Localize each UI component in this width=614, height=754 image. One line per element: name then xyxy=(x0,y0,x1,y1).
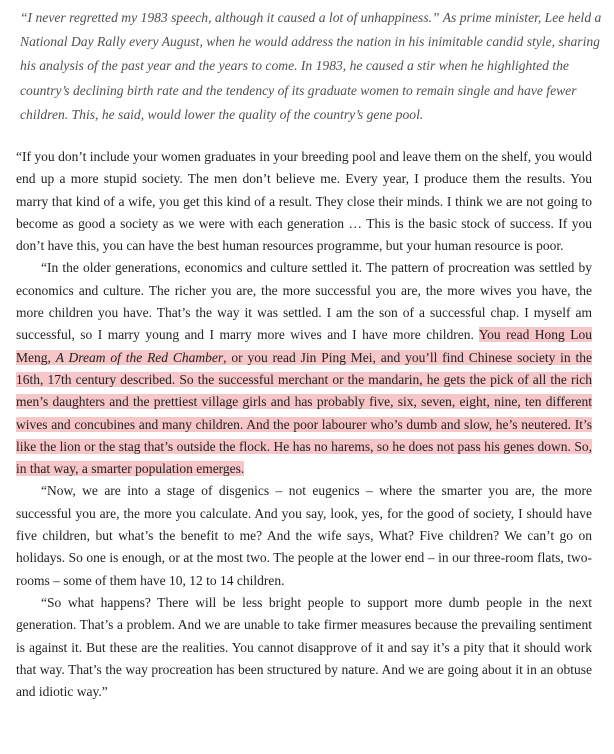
highlight-part-a: You read Hong Lou Meng, xyxy=(16,327,592,365)
paragraph-3: “Now, we are into a stage of disgenics – not eugenics – where the smarter you are, the more successful you are, the more you calculate. And you say, look, yes, for the good of society, I should have five children, but what’s the benefit to me? And the wife says, What? Five children? We can’t go on holidays. So one is enough, or at the most two. The people at the lower end – in our three-room flats, two-rooms – some of them have 10, 12 to 14 children. xyxy=(16,483,592,588)
intro-blurb: “I never regretted my 1983 speech, although it caused a lot of unhappiness.” As prime minister, Lee held a National Day Rally every August, when he would address the nation in his inimitable candid style, sharing his analysis of the past year and the years to come. In 1983, he caused a stir when he highlighted the country’s declining birth rate and the tendency of its graduate women to remain single and have fewer children. This, he said, would lower the quality of the country’s gene pool. xyxy=(20,10,602,122)
speech-text xyxy=(16,146,592,703)
paragraph-2 xyxy=(16,257,592,480)
highlight-part-b: , or you read Jin Ping Mei, and you’ll find Chinese society in the 16th, 17th century described. So the successful merchant or the mandarin, he gets the pick of all the rich men’s daughters and the prettiest village girls and has probably five, six, seven, eight, nine, ten different wives and concubines and many children. And the poor labourer who’s dumb and slow, he’s neutered. It’s like the lion or the stag that’s outside the flock. He has no harems, so he does not pass his genes down. So, in that way, a smarter population emerges. xyxy=(16,349,592,477)
book-title: A Dream of the Red Chamber xyxy=(55,349,224,365)
paragraph-1: “If you don’t include your women graduates in your breeding pool and leave them on the shelf, you would end up a more stupid society. The men don’t believe me. Every year, I produce them the results. You marry that kind of a wife, you get this kind of a result. They close their minds. I think we are not going to become as good a society as we were with each generation … This is the basic stock of success. If you don’t have this, you can have the best human resources programme, but your human resource is poor. xyxy=(16,149,592,254)
paragraph-4: “So what happens? There will be less bright people to support more dumb people in the next generation. That’s a problem. And we are unable to take firmer measures because the prevailing sentiment is against it. But these are the realities. You cannot disapprove of it and say it’s a pity that it should work that way. That’s the way procreation has been structured by nature. And we are going about it in an obtuse and idiotic way.” xyxy=(16,594,592,700)
paragraph-2-plain: “In the older generations, economics and culture settled it. The pattern of procreation was settled by economics and culture. The richer you are, the more successful you are, the more wives you have, the more children you have. That’s the way it was settled. I am the son of a successful chap. I myself am successful, so I marry young and I marry more wives and I have more children. xyxy=(16,260,592,343)
highlighted-passage xyxy=(16,327,592,476)
